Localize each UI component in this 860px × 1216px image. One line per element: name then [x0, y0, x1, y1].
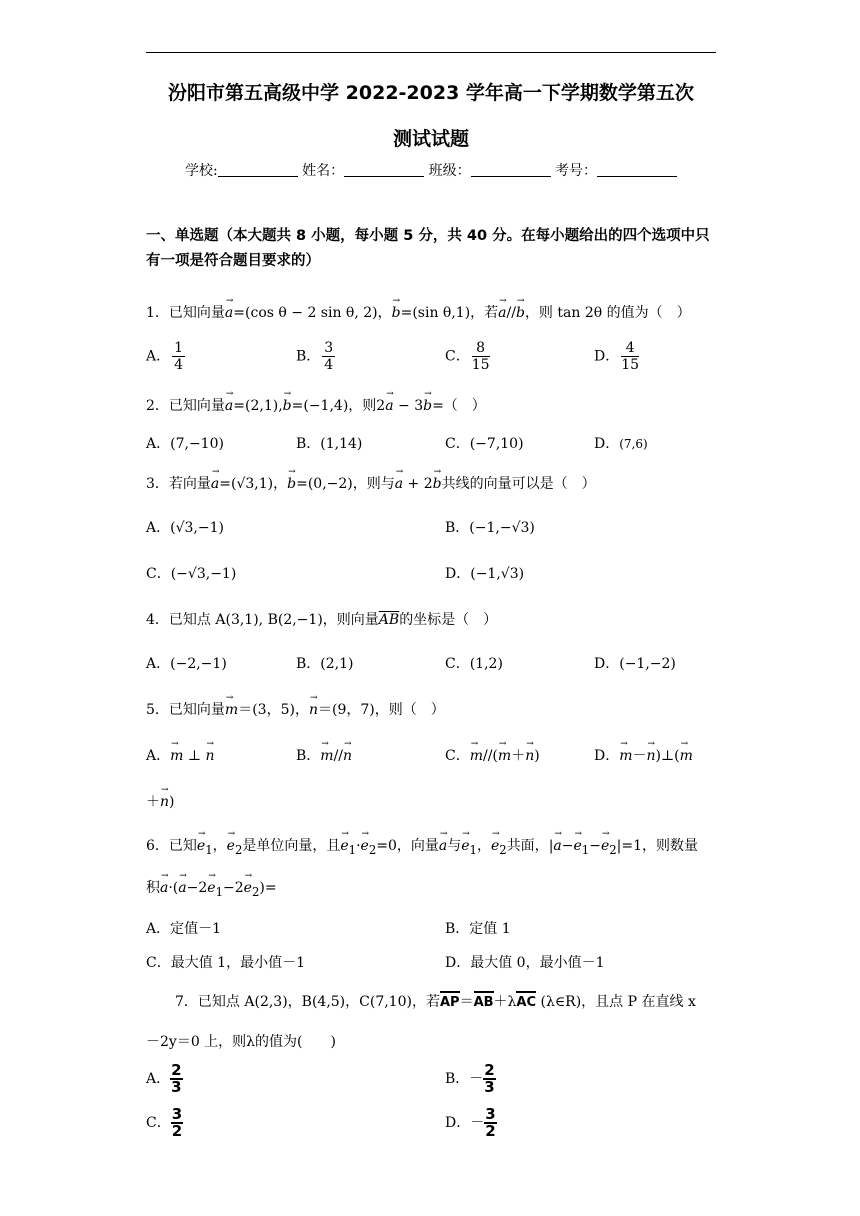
question-3: 3．若向量→ a=(√3,1)，→ b=(0,−2)，则与→ a + 2→ b共线的向量可以是（ ） — [146, 473, 721, 493]
exam-no-label: 考号： — [555, 163, 598, 179]
name-blank[interactable] — [344, 162, 424, 177]
top-rule — [146, 52, 716, 53]
q7-option-b[interactable]: B．－ $\frac{2}{3}$ — [445, 1061, 495, 1096]
question-7: 7．已知点 A(2,3)，B(4,5)，C(7,10)，若AP＝AB＋λAC (λ∈R)，且点 P 在直线 x — [175, 994, 696, 1010]
q5-option-d-cont: ＋→ n) — [146, 791, 175, 811]
q5-option-b[interactable]: B．→ m//→ n — [296, 745, 352, 765]
q1-option-d[interactable]: D． $\frac{4}{15}$ — [594, 340, 640, 373]
q2-option-a[interactable]: A．(7,−10) — [146, 436, 224, 452]
q5-option-d[interactable]: D．→ m－→ n)⊥(→ m — [594, 745, 693, 765]
question-7-cont: －2y＝0 上，则λ的值为( ) — [146, 1034, 336, 1050]
q6-option-d[interactable]: D．最大值 0，最小值－1 — [445, 955, 605, 971]
q1-option-a[interactable]: A． $\frac{1}{4}$ — [146, 340, 184, 373]
q5-option-a[interactable]: A．→ m ⊥ → n — [146, 745, 215, 765]
q6-option-b[interactable]: B．定值 1 — [445, 921, 511, 937]
q4-option-b[interactable]: B．(2,1) — [296, 656, 354, 672]
page-title-line2: 测试试题 — [392, 128, 469, 150]
page-title: 汾阳市第五高级中学 2022-2023 学年高一下学期数学第五次 — [168, 82, 694, 104]
q3-option-d[interactable]: D．(−1,√3) — [445, 566, 525, 582]
q3-option-b[interactable]: B．(−1,−√3) — [445, 520, 535, 536]
question-1: 1．已知向量→ a=(cos θ − 2 sin θ, 2)，→ b=(sin θ,1)，若→ a//→ b，则 tan 2θ 的值为（ ） — [146, 302, 721, 322]
question-5: 5．已知向量→ m＝(3，5)，→ n＝(9，7)，则（ ） — [146, 699, 721, 719]
q3-option-c[interactable]: C．(−√3,−1) — [146, 566, 237, 582]
question-6-cont: 积→ $a\cdot(\to a-2\to e_1-2\to e_2)=$ — [146, 877, 721, 899]
q4-option-a[interactable]: A．(−2,−1) — [146, 656, 227, 672]
section-heading: 一、单选题（本大题共 8 小题，每小题 5 分，共 40 分。在每小题给出的四个选项中只 有一项是符合题目要求的） — [146, 228, 710, 269]
q7-option-d[interactable]: D．－ $\frac{3}{2}$ — [445, 1105, 496, 1140]
student-info-line — [146, 160, 716, 180]
q2-option-d[interactable]: D．(7,6) — [594, 436, 648, 452]
exam-no-blank[interactable] — [597, 162, 677, 177]
q1-option-c[interactable]: C． $\frac{8}{15}$ — [445, 340, 490, 373]
q7-option-a[interactable]: A． $\frac{2}{3}$ — [146, 1061, 182, 1096]
q6-option-c[interactable]: C．最大值 1，最小值－1 — [146, 955, 305, 971]
school-blank[interactable] — [218, 162, 298, 177]
question-6: 6．已知→ $e_1$，→ $e_2$是单位向量，且→ $e_1\cdot\to e_2=0$，向量→ a与→ $e_1$，→ $e_2$共面，|→ $a-\to e_1-\to e_2|=1$，则数量 — [146, 835, 721, 857]
question-2: 2．已知向量→ a=(2,1),→ b=(−1,4)，则2→ a − 3→ b=（ ） — [146, 395, 721, 415]
q5-option-c[interactable]: C．→ m//(→ m＋→ n) — [445, 745, 540, 765]
school-label: 学校: — [184, 163, 218, 179]
question-4: 4．已知点 A(3,1), B(2,−1)，则向量$\overline{AB}$的坐标是（ ） — [146, 612, 498, 628]
name-label: 姓名： — [302, 163, 345, 179]
q6-option-a[interactable]: A．定值－1 — [146, 921, 222, 937]
q4-option-c[interactable]: C．(1,2) — [445, 656, 503, 672]
q4-option-d[interactable]: D．(−1,−2) — [594, 656, 676, 672]
q2-option-b[interactable]: B．(1,14) — [296, 436, 363, 452]
q2-option-c[interactable]: C．(−7,10) — [445, 436, 524, 452]
q1-option-b[interactable]: B． $\frac{3}{4}$ — [296, 340, 334, 373]
class-label: 班级： — [428, 163, 471, 179]
class-blank[interactable] — [471, 162, 551, 177]
q7-option-c[interactable]: C． $\frac{3}{2}$ — [146, 1105, 183, 1140]
q3-option-a[interactable]: A．(√3,−1) — [146, 520, 224, 536]
